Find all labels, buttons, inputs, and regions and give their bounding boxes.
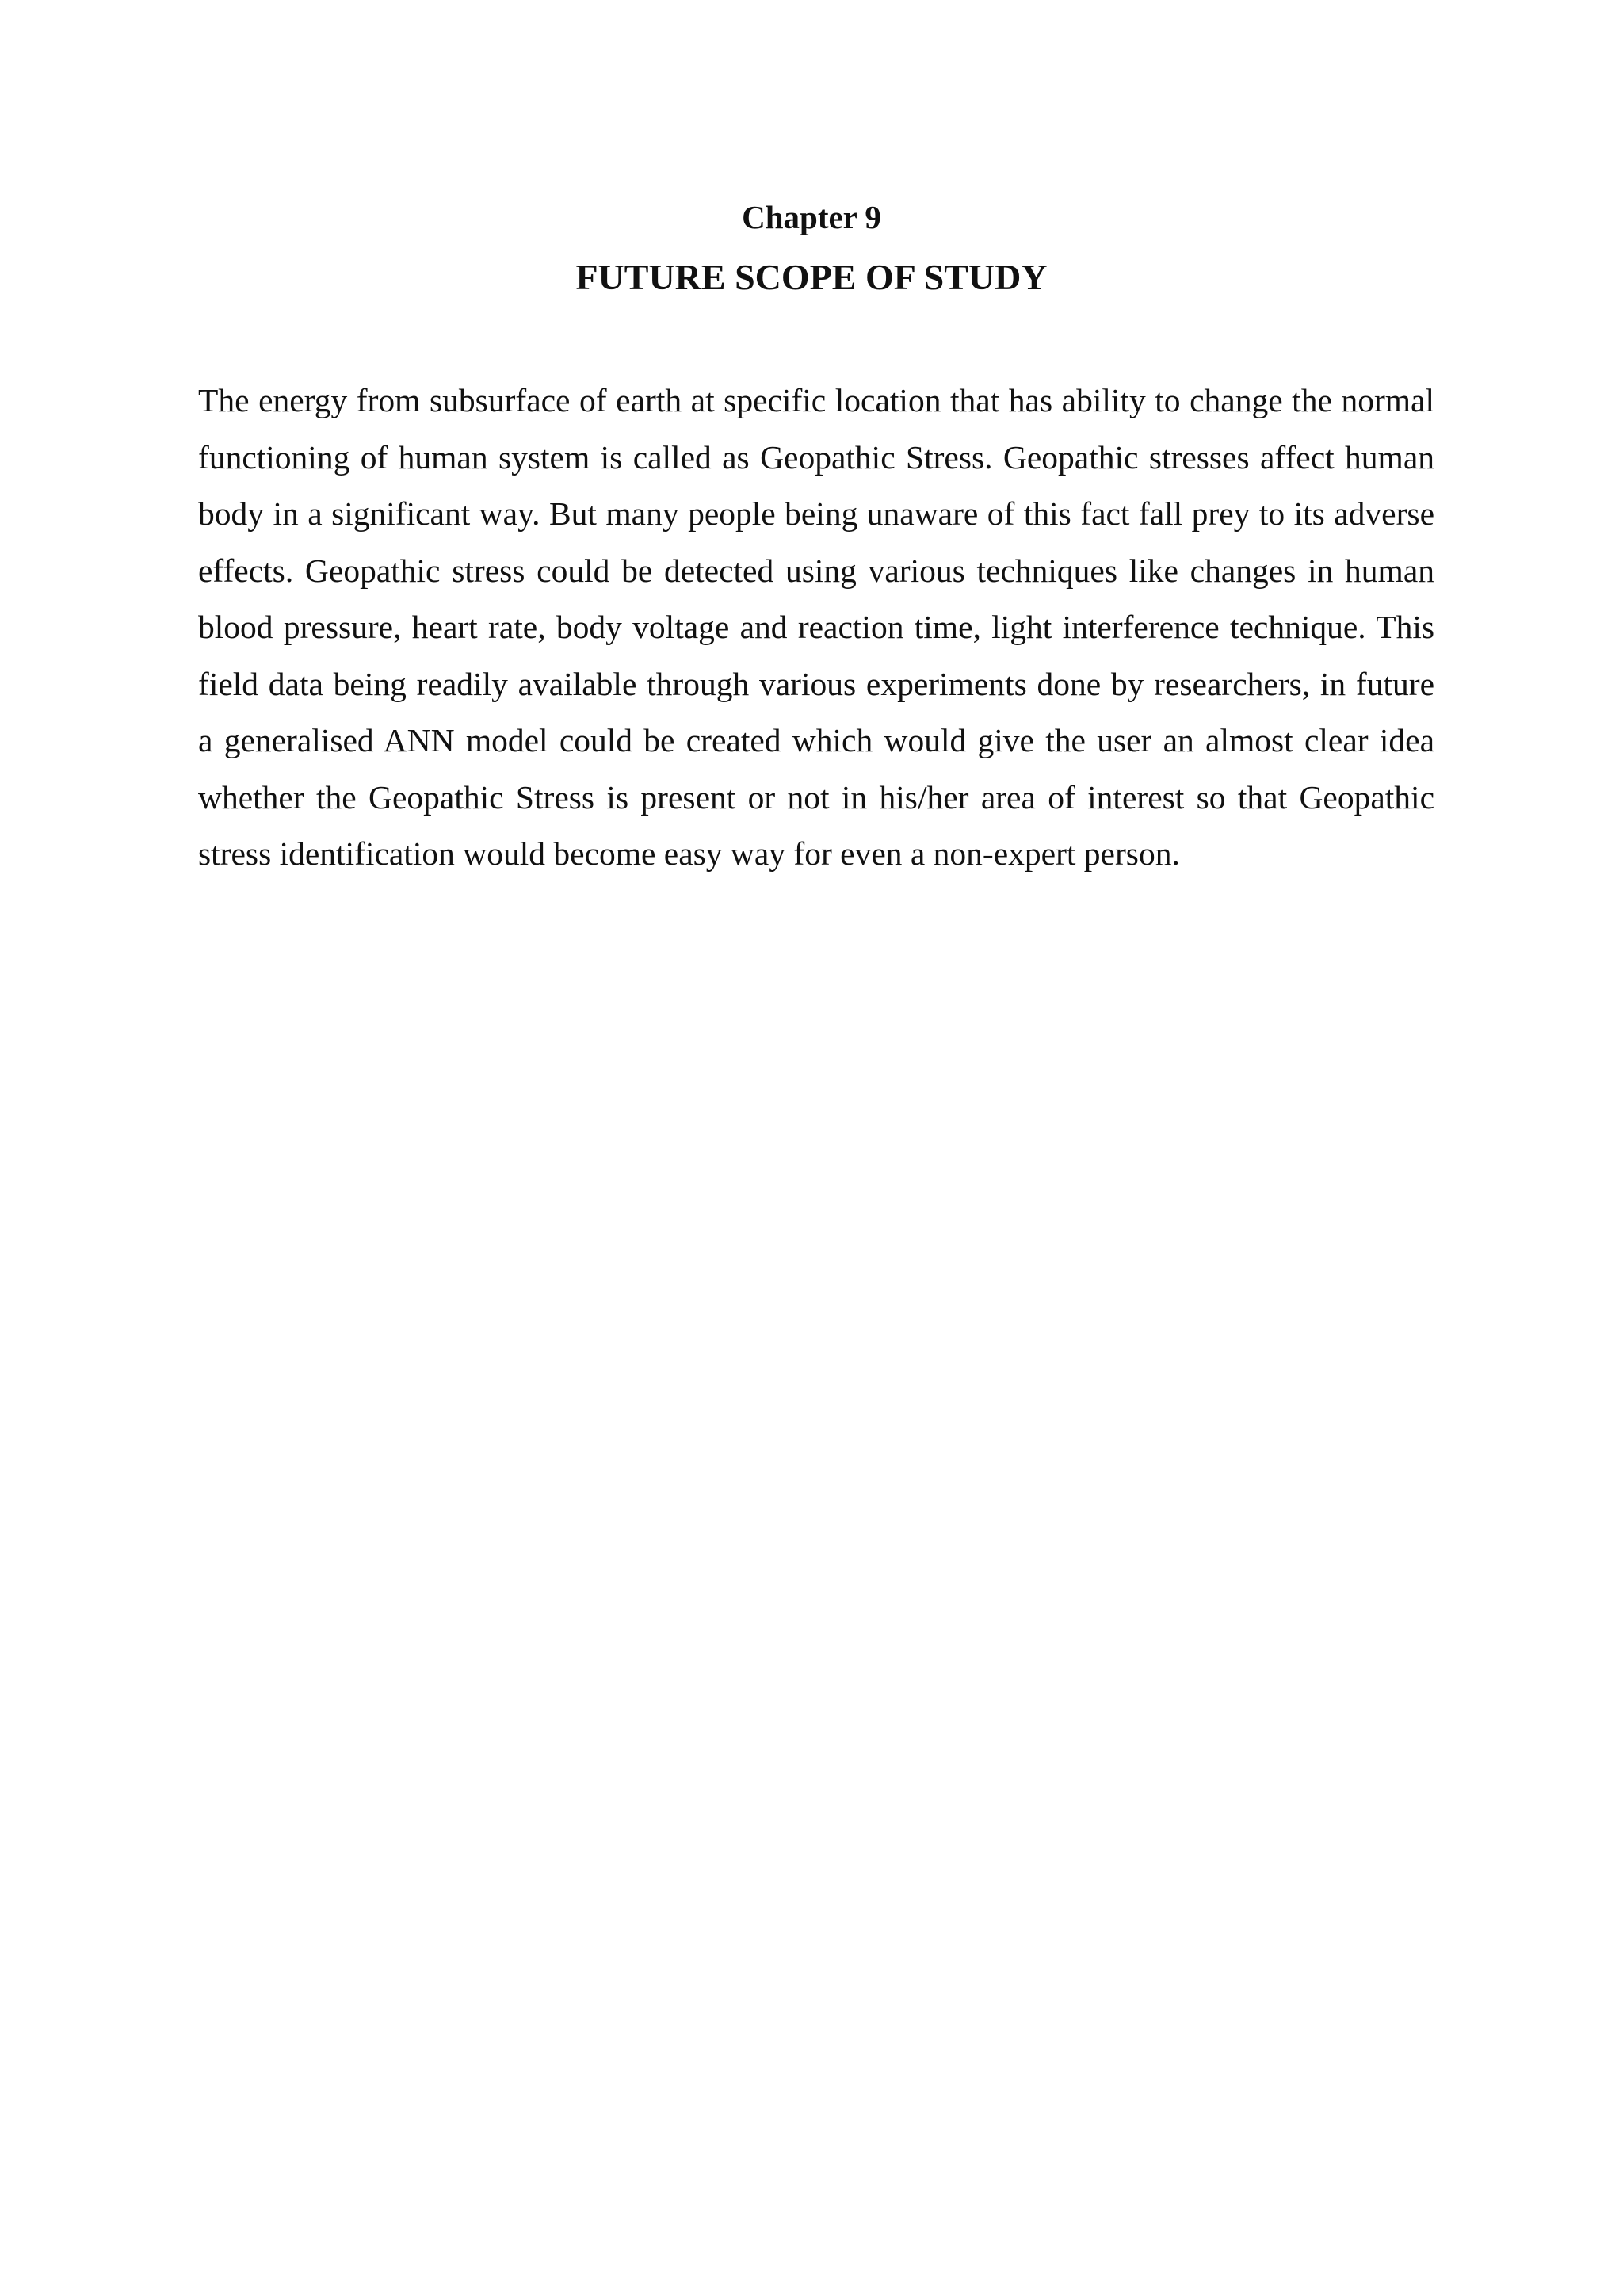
chapter-title: FUTURE SCOPE OF STUDY bbox=[575, 257, 1048, 297]
chapter-number: Chapter 9 bbox=[742, 199, 881, 235]
body-paragraph: The energy from subsurface of earth at specific location that has ability to change the normal functioning of human system is called as Geopathic Stress. Geopathic stresses affect human body in a significant way. But many people being unaware of this fact fall prey to its adverse effects. Geopathic stress could be detected using various techniques like changes in human blood pressure, heart rate, body voltage and reaction time, light interference technique. This field data being readily available through various experiments done by researchers, in future a generalised ANN model could be created which would give the user an almost clear idea whether the Geopathic Stress is present or not in his/her area of interest so that Geopathic stress identification would become easy way for even a non-expert person. bbox=[198, 382, 1434, 872]
